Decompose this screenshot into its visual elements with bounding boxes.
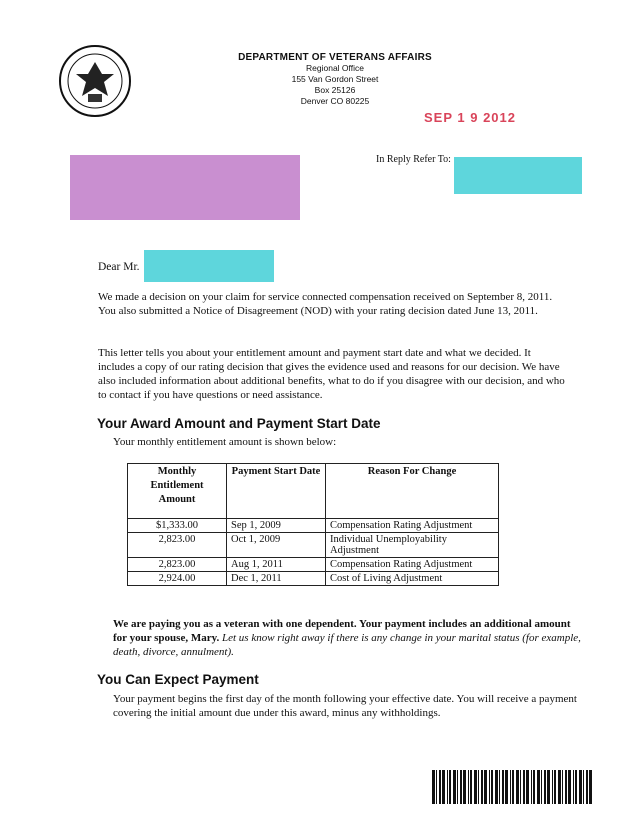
cell-reason: Cost of Living Adjustment	[326, 572, 499, 586]
cell-reason: Individual Unemployability Adjustment	[326, 533, 499, 558]
cell-reason: Compensation Rating Adjustment	[326, 558, 499, 572]
cell-date: Oct 1, 2009	[227, 533, 326, 558]
cell-amount: $1,333.00	[128, 519, 227, 533]
barcode-icon	[432, 770, 596, 804]
reply-refer-label: In Reply Refer To:	[376, 154, 451, 165]
table-row	[128, 533, 499, 558]
redacted-reference	[454, 157, 582, 194]
cell-amount: 2,823.00	[128, 558, 227, 572]
table-header-row	[128, 464, 499, 519]
office-box: Box 25126	[314, 85, 356, 95]
redacted-name	[144, 250, 274, 282]
table-row	[128, 519, 499, 533]
date-stamp: SEP 1 9 2012	[424, 110, 516, 125]
award-table	[127, 463, 499, 586]
salutation: Dear Mr.	[98, 261, 140, 273]
office-name: Regional Office	[306, 63, 364, 73]
section-subtitle-award: Your monthly entitlement amount is shown below:	[113, 436, 337, 448]
paragraph-decision: We made a decision on your claim for service connected compensation received on September 8, 2011. You also submitted a Notice of Disagreement (NOD) with your rating decision dated June 13, 2011.	[98, 291, 553, 317]
header-start-date: Payment Start Date	[227, 464, 326, 519]
letterhead	[200, 52, 470, 107]
dependent-paragraph	[113, 617, 583, 659]
cell-date: Aug 1, 2011	[227, 558, 326, 572]
cell-amount: 2,924.00	[128, 572, 227, 586]
paragraph-letter-info: This letter tells you about your entitlement amount and payment start date and what we decided. It includes a copy of our rating decision that gives the evidence used and reasons for our decision. We have also included information about additional benefits, what to do if you disagree with our decision, and who to contact if you have questions or need assistance.	[98, 347, 565, 401]
section-title-payment: You Can Expect Payment	[97, 672, 259, 687]
cell-date: Dec 1, 2011	[227, 572, 326, 586]
header-reason: Reason For Change	[326, 464, 499, 519]
cell-reason: Compensation Rating Adjustment	[326, 519, 499, 533]
redacted-address	[70, 155, 300, 220]
cell-date: Sep 1, 2009	[227, 519, 326, 533]
office-city: Denver CO 80225	[300, 96, 370, 106]
section-title-award: Your Award Amount and Payment Start Date	[97, 416, 381, 431]
office-street: 155 Van Gordon Street	[291, 74, 379, 84]
va-seal-icon	[58, 44, 132, 118]
table-row	[128, 558, 499, 572]
dependent-statement: We are paying you as a veteran with one dependent. Your payment includes an additional amount for your spouse, Mary.	[113, 618, 571, 644]
marital-status-notice: Let us know right away if there is any change in your marital status (for example, death, divorce, annulment).	[113, 632, 581, 658]
department-name: DEPARTMENT OF VETERANS AFFAIRS	[238, 52, 432, 63]
payment-paragraph: Your payment begins the first day of the month following your effective date. You will receive a payment covering the initial amount due under this award, minus any withholdings.	[113, 693, 577, 719]
table-row	[128, 572, 499, 586]
header-amount: Monthly Entitlement Amount	[128, 464, 227, 519]
cell-amount: 2,823.00	[128, 533, 227, 558]
